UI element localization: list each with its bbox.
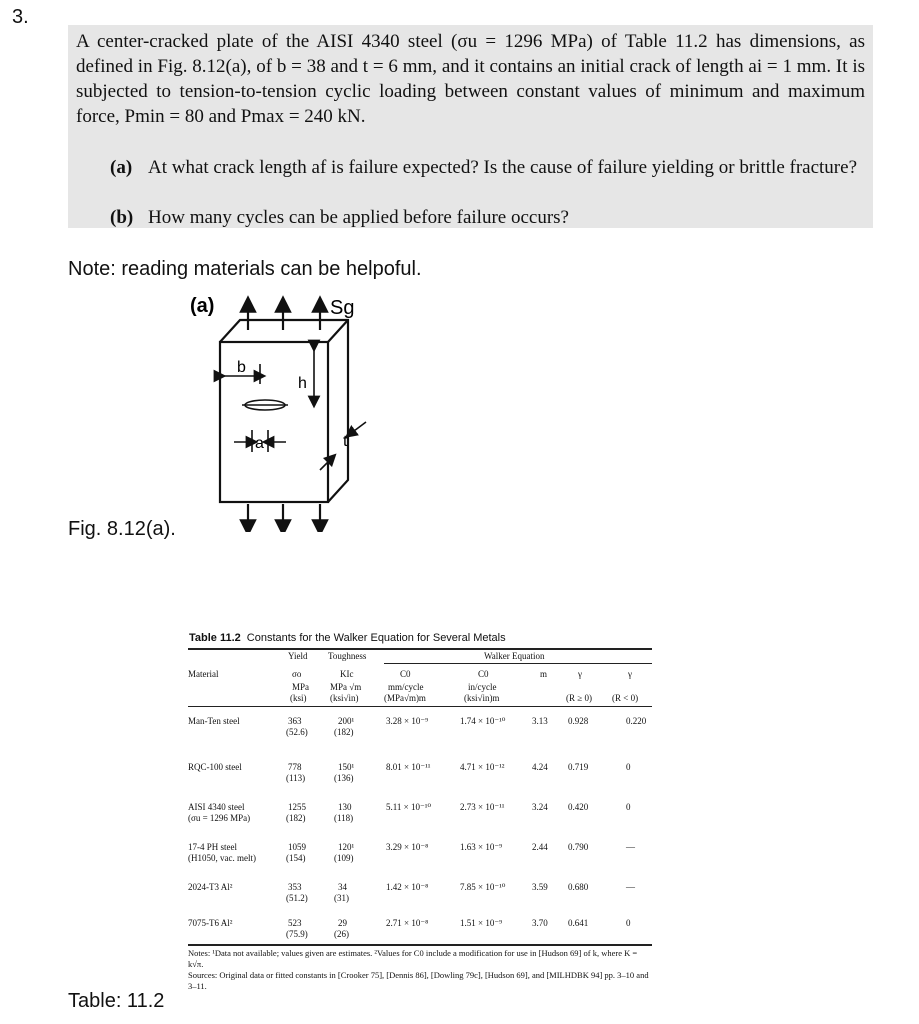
table-cell-c0-si: 1.42 × 10⁻⁸ bbox=[386, 882, 429, 892]
table-cell-yield: 778 bbox=[288, 762, 302, 772]
table-cell-yield: 523 bbox=[288, 918, 302, 928]
table-cell-kic2: (109) bbox=[334, 853, 354, 863]
table-notes-line1: Notes: ¹Data not available; values given are estimates. ²Values for C0 include a modification for use in [Hudson 69] of k, where K = k√π. bbox=[188, 948, 638, 969]
table-cell-kic: 130 bbox=[338, 802, 352, 812]
dim-b-label: b bbox=[237, 359, 246, 376]
table-top-rule bbox=[188, 648, 652, 650]
table-cell-c0-si: 2.71 × 10⁻⁸ bbox=[386, 918, 429, 928]
dim-h-label: h bbox=[298, 375, 307, 392]
table-cell-kic2: (31) bbox=[334, 893, 349, 903]
table-cell-yield2: (75.9) bbox=[286, 929, 308, 939]
table-cell-kic2: (136) bbox=[334, 773, 354, 783]
table-cell-material: 7075-T6 Al² bbox=[188, 918, 233, 928]
stress-label: Sg bbox=[330, 297, 355, 319]
table-cell-m: 4.24 bbox=[532, 762, 548, 772]
table-cell-material: 2024-T3 Al² bbox=[188, 882, 233, 892]
table-cell-kic: 120¹ bbox=[338, 842, 355, 852]
table-cell-material2: (H1050, vac. melt) bbox=[188, 853, 256, 863]
table-cell-material: RQC-100 steel bbox=[188, 762, 242, 772]
group-toughness: Toughness bbox=[328, 651, 367, 661]
header-kic-units2: (ksi√in) bbox=[330, 693, 359, 703]
part-a-text: At what crack length af is failure expected? Is the cause of failure yielding or brittle fracture? bbox=[148, 157, 858, 178]
table-cell-gamma-pos: 0.928 bbox=[568, 716, 589, 726]
table-cell-yield2: (52.6) bbox=[286, 727, 308, 737]
table-cell-c0-us: 1.74 × 10⁻¹⁰ bbox=[460, 716, 506, 726]
table-cell-yield2: (51.2) bbox=[286, 893, 308, 903]
header-c0-us-units2: (ksi√in)m bbox=[464, 693, 500, 703]
table-cell-gamma-pos: 0.420 bbox=[568, 802, 589, 812]
table-notes bbox=[188, 948, 654, 992]
table-cell-c0-us: 1.63 × 10⁻⁹ bbox=[460, 842, 503, 852]
table-cell-yield2: (182) bbox=[286, 813, 306, 823]
table-cell-gamma-pos: 0.680 bbox=[568, 882, 589, 892]
header-gamma2: γ bbox=[628, 669, 632, 679]
table-bottom-rule bbox=[188, 944, 652, 946]
table-cell-kic2: (182) bbox=[334, 727, 354, 737]
table-cell-yield: 363 bbox=[288, 716, 302, 726]
table-cell-yield2: (113) bbox=[286, 773, 306, 783]
table-cell-material: AISI 4340 steel bbox=[188, 802, 245, 812]
part-b-label: (b) bbox=[110, 207, 134, 228]
table-cell-kic2: (26) bbox=[334, 929, 349, 939]
group-walker: Walker Equation bbox=[484, 651, 545, 661]
table-cell-c0-si: 5.11 × 10⁻¹⁰ bbox=[386, 802, 432, 812]
question-part-a bbox=[110, 155, 860, 180]
figure-8-12a bbox=[180, 292, 380, 532]
table-cell-kic: 34 bbox=[338, 882, 347, 892]
table-cell-gamma-neg: — bbox=[626, 882, 635, 892]
table-cell-m: 3.24 bbox=[532, 802, 548, 812]
plate-diagram bbox=[180, 292, 380, 532]
table-cell-c0-si: 3.29 × 10⁻⁸ bbox=[386, 842, 429, 852]
problem-box bbox=[68, 25, 873, 228]
table-cell-kic: 200¹ bbox=[338, 716, 355, 726]
header-gamma: γ bbox=[578, 669, 582, 679]
header-material: Material bbox=[188, 669, 219, 679]
table-cell-yield: 1255 bbox=[288, 802, 306, 812]
problem-statement: A center-cracked plate of the AISI 4340 steel (σu = 1296 MPa) of Table 11.2 has dimensions, as defined in Fig. 8.12(a), of b = 38 and t = 6 mm, and it contains an initial crack of length ai = 1 mm. It is subjected to tension-to-tension cyclic loading between constant values of minimum and maximum force, Pmin = 80 and Pmax = 240 kN. bbox=[76, 31, 865, 127]
table-cell-gamma-neg: 0 bbox=[626, 762, 631, 772]
part-b-text: How many cycles can be applied before failure occurs? bbox=[148, 207, 569, 228]
table-cell-c0-si: 8.01 × 10⁻¹¹ bbox=[386, 762, 431, 772]
table-cell-material: Man-Ten steel bbox=[188, 716, 240, 726]
table-title-number: Table 11.2 bbox=[189, 632, 241, 644]
header-yield-units: MPa bbox=[292, 682, 310, 692]
dim-a-label: a bbox=[255, 435, 264, 452]
table-cell-gamma-neg: — bbox=[626, 842, 635, 852]
table-cell-m: 3.59 bbox=[532, 882, 548, 892]
table-notes-line2: Sources: Original data or fitted constants in [Crooker 75], [Dennis 86], [Dowling 79c], [Hudson 69], and [MILHDBK 94] pp. 3–10 and 3–11. bbox=[188, 970, 649, 991]
table-cell-gamma-neg: 0 bbox=[626, 918, 631, 928]
table-cell-m: 3.70 bbox=[532, 918, 548, 928]
table-cell-c0-us: 4.71 × 10⁻¹² bbox=[460, 762, 505, 772]
header-gamma-neg: (R < 0) bbox=[612, 693, 639, 703]
header-yield-sym: σo bbox=[292, 669, 302, 679]
header-kic-units: MPa √m bbox=[330, 682, 362, 692]
header-c0-us-sym: C0 bbox=[478, 669, 489, 679]
table-cell-kic: 29 bbox=[338, 918, 347, 928]
part-a-label: (a) bbox=[110, 157, 133, 178]
header-gamma-pos: (R ≥ 0) bbox=[566, 693, 592, 703]
table-cell-c0-us: 1.51 × 10⁻⁹ bbox=[460, 918, 503, 928]
header-m: m bbox=[540, 669, 548, 679]
header-yield-units2: (ksi) bbox=[290, 693, 307, 703]
table-cell-material: 17-4 PH steel bbox=[188, 842, 237, 852]
table-cell-c0-us: 7.85 × 10⁻¹⁰ bbox=[460, 882, 506, 892]
header-rule bbox=[188, 706, 652, 707]
dim-t-label: t bbox=[343, 433, 348, 450]
table-title bbox=[189, 632, 506, 644]
table-cell-yield2: (154) bbox=[286, 853, 306, 863]
table-cell-yield: 1059 bbox=[288, 842, 306, 852]
table-title-text: Constants for the Walker Equation for Several Metals bbox=[246, 632, 506, 644]
table-cell-gamma-neg: 0.220 bbox=[626, 716, 647, 726]
table-cell-m: 2.44 bbox=[532, 842, 548, 852]
header-c0-si-sym: C0 bbox=[400, 669, 411, 679]
note-text: Note: reading materials can be helpoful. bbox=[68, 258, 422, 280]
header-c0-si-units: mm/cycle bbox=[388, 682, 424, 692]
header-kic-sym: KIc bbox=[340, 669, 354, 679]
table-label: Table: 11.2 bbox=[68, 990, 165, 1012]
header-c0-si-units2: (MPa√m)m bbox=[384, 693, 426, 703]
table-cell-gamma-pos: 0.641 bbox=[568, 918, 589, 928]
question-number: 3. bbox=[12, 6, 29, 28]
question-part-b bbox=[110, 205, 860, 230]
header-c0-us-units: in/cycle bbox=[468, 682, 497, 692]
table-cell-c0-si: 3.28 × 10⁻⁹ bbox=[386, 716, 429, 726]
figure-caption: Fig. 8.12(a). bbox=[68, 518, 176, 540]
table-cell-gamma-pos: 0.719 bbox=[568, 762, 589, 772]
table-cell-gamma-pos: 0.790 bbox=[568, 842, 589, 852]
table-cell-material2: (σu = 1296 MPa) bbox=[188, 813, 251, 823]
group-yield: Yield bbox=[288, 651, 308, 661]
figure-panel-label: (a) bbox=[190, 295, 215, 317]
table-cell-gamma-neg: 0 bbox=[626, 802, 631, 812]
walker-group-rule bbox=[384, 663, 652, 664]
table-cell-kic2: (118) bbox=[334, 813, 354, 823]
table-cell-yield: 353 bbox=[288, 882, 302, 892]
table-cell-c0-us: 2.73 × 10⁻¹¹ bbox=[460, 802, 505, 812]
table-cell-kic: 150¹ bbox=[338, 762, 355, 772]
table-cell-m: 3.13 bbox=[532, 716, 548, 726]
